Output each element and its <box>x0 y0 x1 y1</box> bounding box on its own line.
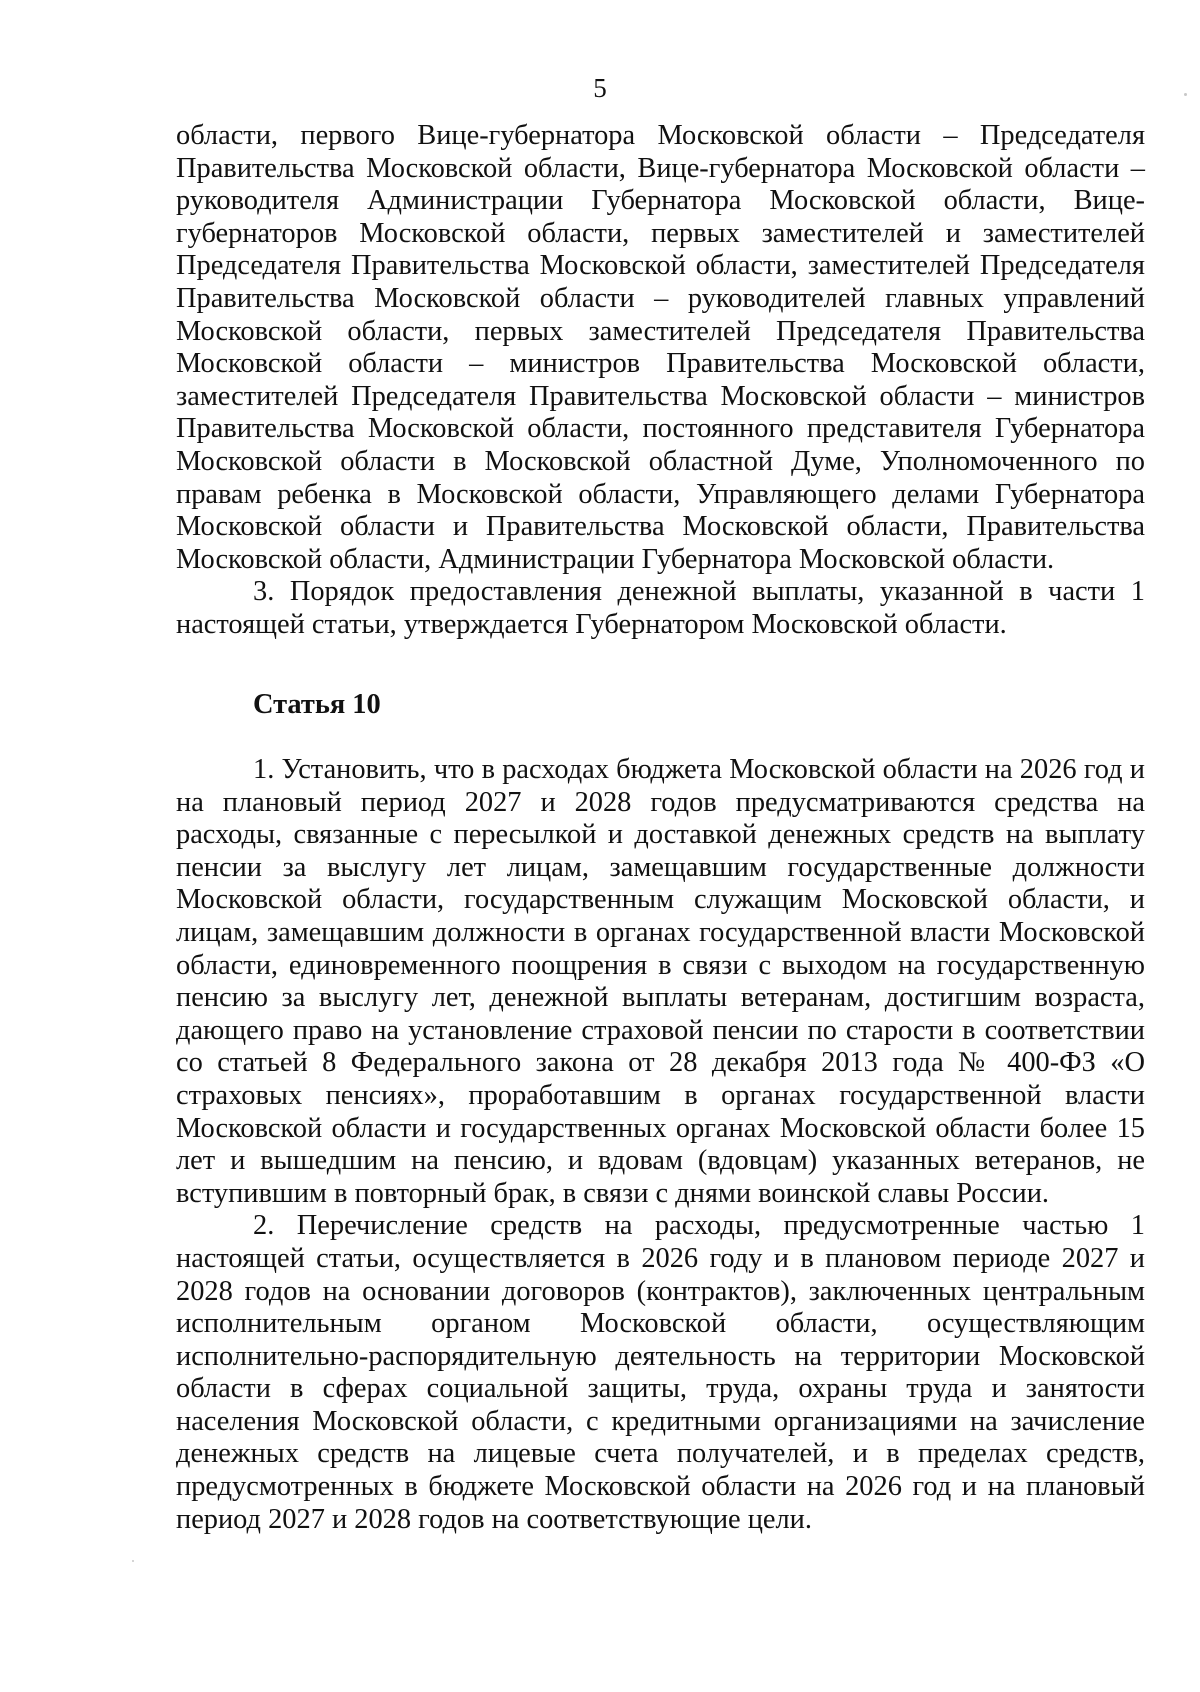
paragraph-item-1: 1. Установить, что в расходах бюджета Московской области на 2026 год и на плановый период 2027 и 2028 годов предусматриваются средства на расходы, связанные с пересылкой и доставкой денежных средств на выплату пенсии за выслугу лет лицам, замещавшим государственные должности Московской области, государственным служащим Московской области, и лицам, замещавшим должности в органах государственной власти Московской области, единовременного поощрения в связи с выходом на государственную пенсию за выслугу лет, денежной выплаты ветеранам, достигшим возраста, дающего право на установление страховой пенсии по старости в соответствии со статьей 8 Федерального закона от 28 декабря 2013 года № 400-ФЗ «О страховых пенсиях», проработавшим в органах государственной власти Московской области и государственных органах Московской области более 15 лет и вышедшим на пенсию, и вдовам (вдовцам) указанных ветеранов, не вступившим в повторный брак, в связи с днями воинской славы России. <box>176 754 1145 1209</box>
page-number: 5 <box>593 73 607 103</box>
paragraph-item-3: 3. Порядок предоставления денежной выплаты, указанной в части 1 настоящей статьи, утверждается Губернатором Московской области. <box>176 576 1145 640</box>
article-body <box>176 754 1145 1536</box>
text-block-top <box>176 120 1145 642</box>
scan-speck <box>132 1560 134 1562</box>
article-heading: Статья 10 <box>253 689 381 720</box>
paragraph-continuation: области, первого Вице-губернатора Московской области – Председателя Правительства Московской области, Вице-губернатора Московской области – руководителя Администрации Губернатора Московской области, Вице-губернаторов Московской области, первых заместителей и заместителей Председателя Правительства Московской области, заместителей Председателя Правительства Московской области – руководителей главных управлений Московской области, первых заместителей Председателя Правительства Московской области – министров Правительства Московской области, заместителей Председателя Правительства Московской области – министров Правительства Московской области, постоянного представителя Губернатора Московской области в Московской областной Думе, Уполномоченного по правам ребенка в Московской области, Управляющего делами Губернатора Московской области и Правительства Московской области, Правительства Московской области, Администрации Губернатора Московской области. <box>176 120 1145 575</box>
scan-speck <box>1184 93 1187 96</box>
paragraph-item-2: 2. Перечисление средств на расходы, предусмотренные частью 1 настоящей статьи, осуществляется в 2026 году и в плановом периоде 2027 и 2028 годов на основании договоров (контрактов), заключенных центральным исполнительным органом Московской области, осуществляющим исполнительно-распорядительную деятельность на территории Московской области в сферах социальной защиты, труда, охраны труда и занятости населения Московской области, с кредитными организациями на зачисление денежных средств на лицевые счета получателей, и в пределах средств, предусмотренных в бюджете Московской области на 2026 год и на плановый период 2027 и 2028 годов на соответствующие цели. <box>176 1210 1145 1535</box>
